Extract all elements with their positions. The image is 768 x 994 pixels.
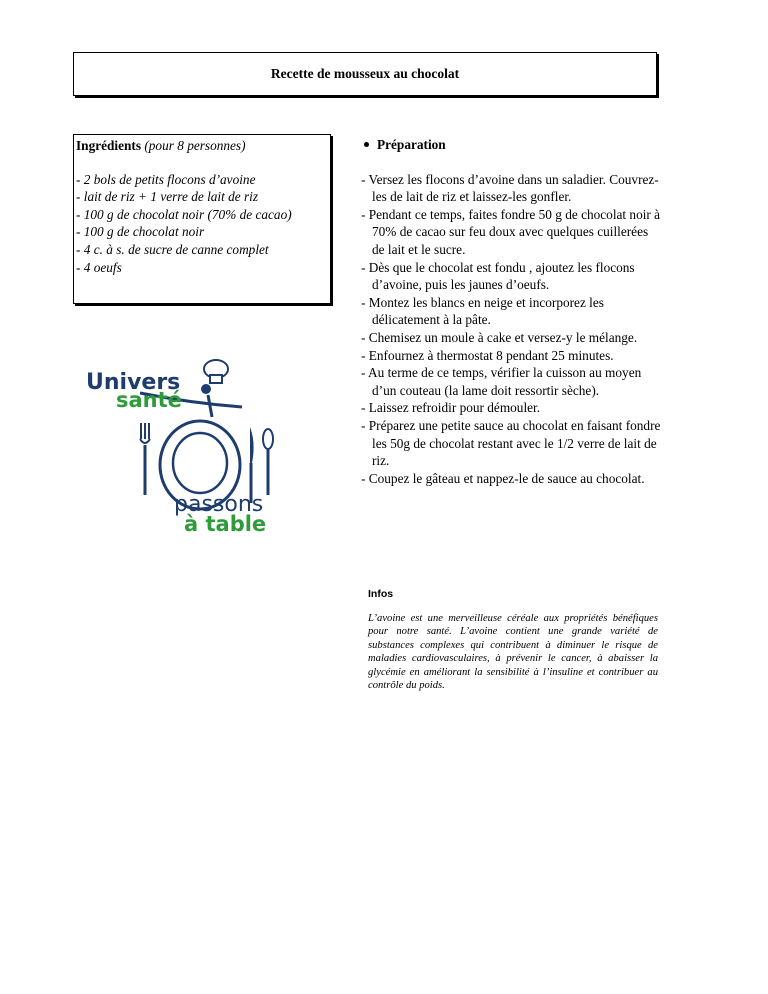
ingredient-item: - 100 g de chocolat noir (70% de cacao) bbox=[76, 206, 292, 222]
step-item: - Chemisez un moule à cake et versez-y le mélange. bbox=[361, 329, 638, 345]
ingredient-item: - 2 bols de petits flocons d’avoine bbox=[76, 171, 256, 187]
fork-icon bbox=[140, 423, 150, 495]
step-item: - Pendant ce temps, faites fondre 50 g de chocolat noir à 70% de cacao sur feu doux avec quelques cuillerées de lait et le sucre. bbox=[361, 206, 661, 257]
infos-heading: Infos bbox=[368, 588, 394, 600]
preparation-section bbox=[361, 136, 661, 487]
step-item: - Préparez une petite sauce au chocolat en faisant fondre les 50g de chocolat restant avec le 1/2 verre de lait de riz. bbox=[361, 417, 661, 469]
recipe-title: Recette de mousseux au chocolat bbox=[270, 66, 460, 81]
ingredient-item: - lait de riz + 1 verre de lait de riz bbox=[76, 189, 259, 205]
bullet-icon bbox=[364, 142, 369, 147]
step-item: - Au terme de ce temps, vérifier la cuisson au moyen d’un couteau (la lame doit ressortir sèche). bbox=[361, 365, 642, 398]
step-item: - Laissez refroidir pour démouler. bbox=[361, 400, 541, 416]
preparation-heading bbox=[361, 136, 661, 154]
figure-body-icon bbox=[208, 395, 212, 417]
logo-passons: passons bbox=[174, 492, 264, 517]
ingredients-box bbox=[73, 134, 331, 304]
preparation-steps bbox=[361, 171, 661, 488]
step-item: - Coupez le gâteau et nappez-le de sauce au chocolat. bbox=[361, 470, 645, 486]
step-item: - Montez les blancs en neige et incorporez les délicatement à la pâte. bbox=[361, 294, 604, 328]
ingredients-list bbox=[76, 171, 330, 277]
infos-text: L’avoine est une merveilleuse céréale aux propriétés bénéfiques pour notre santé. L’avoine contient une grande variété de substances complexes qui contribuent à diminuer le risque de maladies cardiovasculaires, à prévenir le cancer, à abaisser la glycémie en améliorant la sensibilité à l’insuline et contribuer au contrôle du poids. bbox=[368, 613, 658, 692]
ingredients-title: Ingrédients bbox=[76, 138, 142, 153]
infos-section bbox=[368, 588, 658, 692]
spoon-icon bbox=[263, 429, 273, 495]
univers-sante-logo bbox=[80, 355, 285, 540]
step-item: - Dès que le chocolat est fondu , ajoutez les flocons d’avoine, puis les jaunes d’oeufs. bbox=[361, 259, 635, 293]
preparation-title: Préparation bbox=[377, 137, 446, 152]
ingredients-heading bbox=[76, 137, 330, 155]
ingredients-servings: (pour 8 personnes) bbox=[144, 138, 246, 153]
step-item: - Enfournez à thermostat 8 pendant 25 minutes. bbox=[361, 347, 614, 363]
ingredient-item: - 4 oeufs bbox=[76, 259, 122, 275]
step-item: - Versez les flocons d’avoine dans un saladier. Couvrez-les de lait de riz et laissez-les gonfler. bbox=[361, 171, 659, 205]
logo-univers: Univers bbox=[86, 370, 181, 395]
ingredient-item: - 100 g de chocolat noir bbox=[76, 224, 205, 240]
chef-hat-icon bbox=[201, 360, 228, 394]
logo-a-table: à table bbox=[184, 512, 267, 536]
recipe-title-box bbox=[73, 52, 657, 96]
logo-sante: santé bbox=[116, 388, 182, 412]
ingredient-item: - 4 c. à s. de sucre de canne complet bbox=[76, 241, 269, 257]
